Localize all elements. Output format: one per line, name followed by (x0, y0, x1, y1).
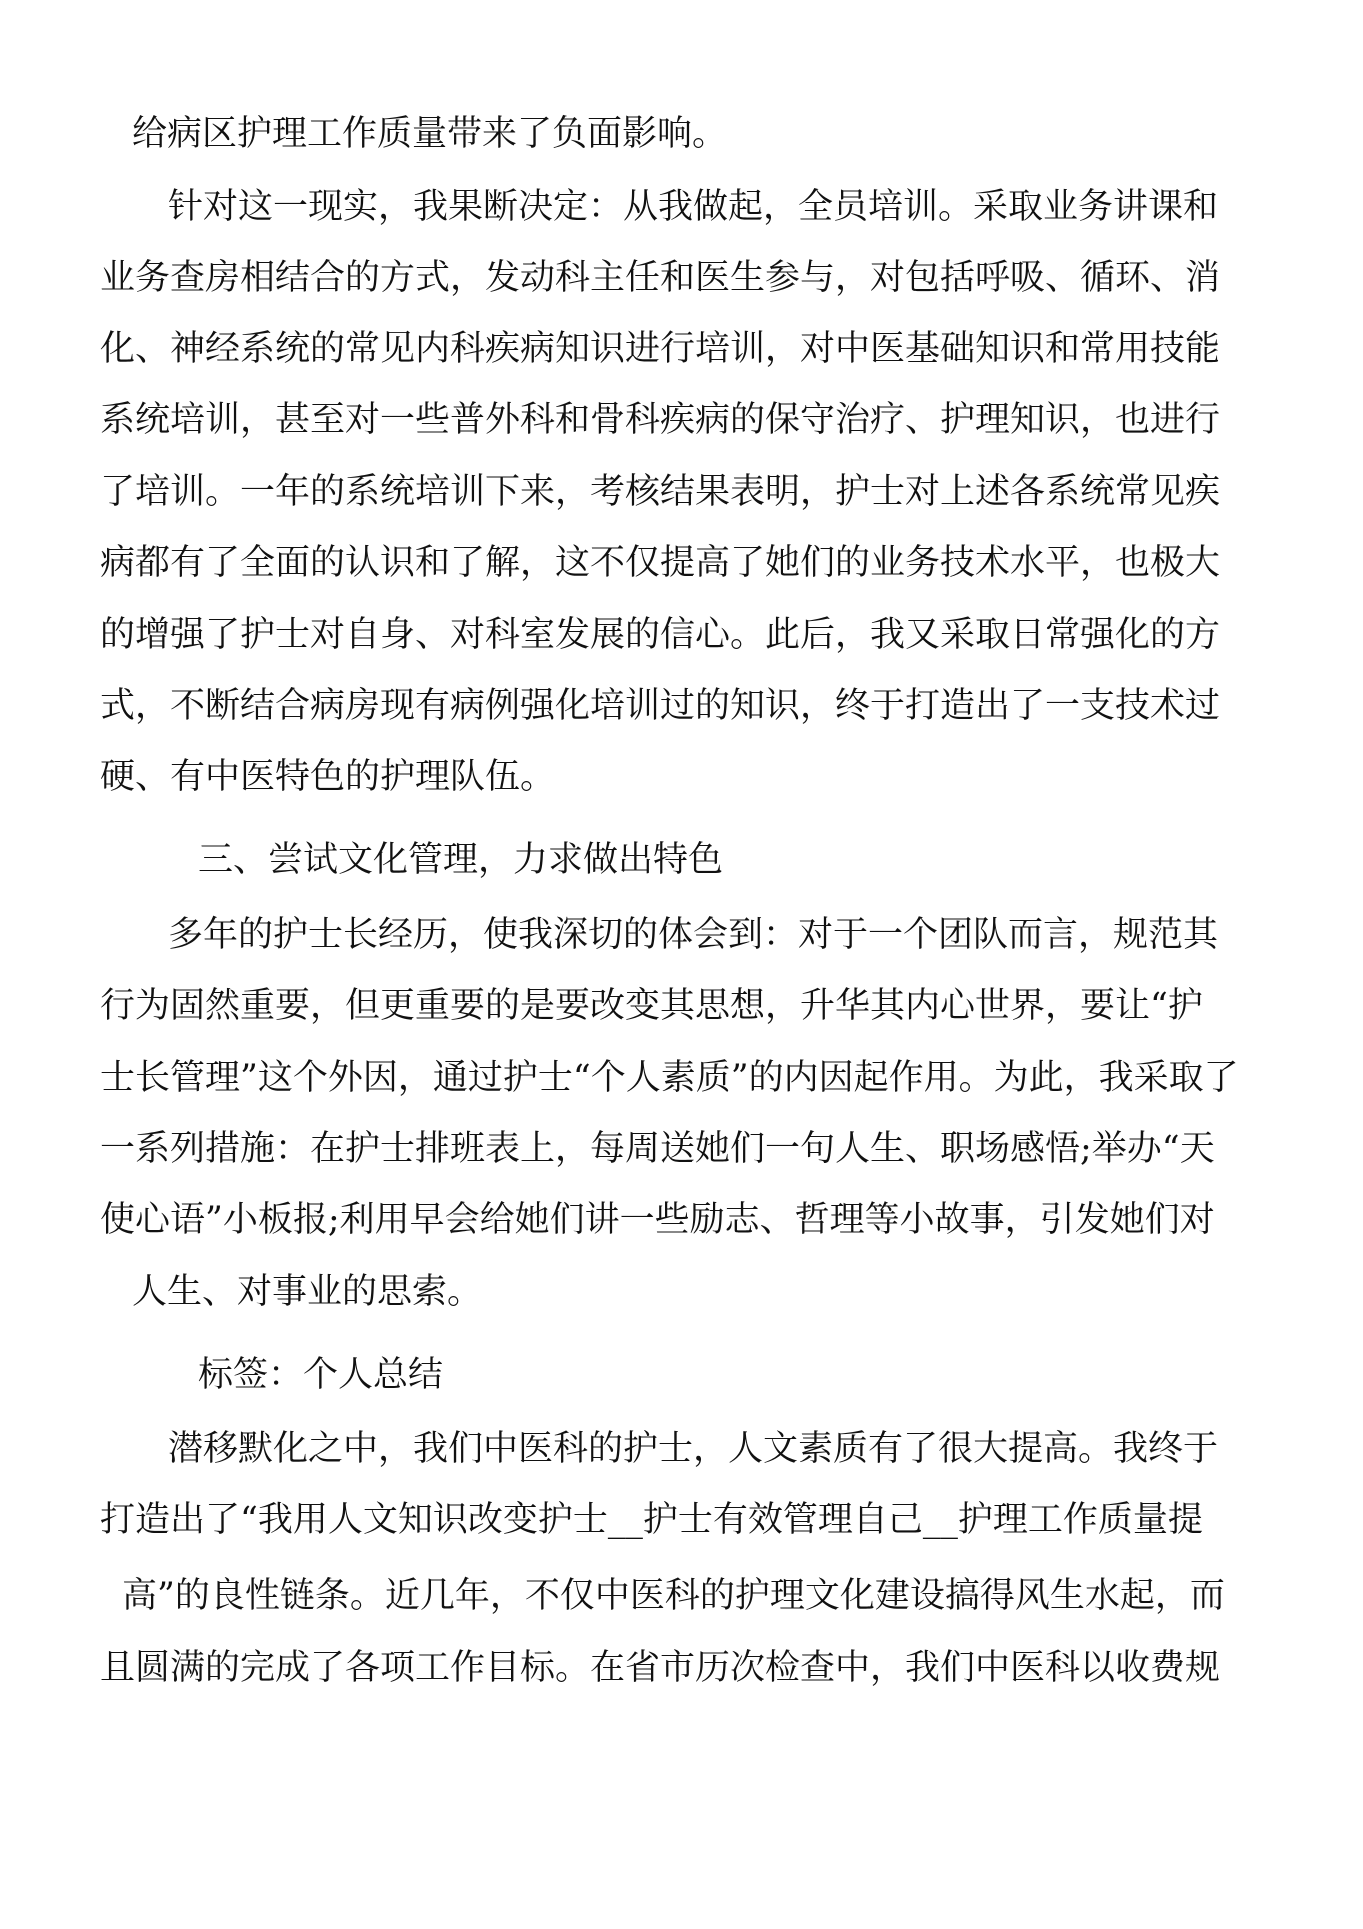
paragraph-line: 业务查房相结合的方式，发动科主任和医生参与，对包括呼吸、循环、消 (100, 258, 1221, 298)
paragraph-line: 士长管理”这个外因，通过护士“个人素质”的内因起作用。为此，我采取了 (100, 1058, 1239, 1098)
paragraph-line: 多年的护士长经历，使我深切的体会到：对于一个团队而言，规范其 (168, 915, 1219, 955)
paragraph-line: 且圆满的完成了各项工作目标。在省市历次检查中，我们中医科以收费规 (100, 1648, 1221, 1688)
paragraph-line: 化、神经系统的常见内科疾病知识进行培训，对中医基础知识和常用技能 (100, 329, 1221, 369)
tag-label: 标签：个人总结 (198, 1355, 444, 1395)
paragraph-line: 行为固然重要，但更重要的是要改变其思想，升华其内心世界，要让“护 (100, 986, 1203, 1026)
paragraph-line: 针对这一现实，我果断决定：从我做起，全员培训。采取业务讲课和 (168, 187, 1219, 227)
paragraph-line: 硬、有中医特色的护理队伍。 (100, 757, 556, 797)
paragraph-line: 了培训。一年的系统培训下来，考核结果表明，护士对上述各系统常见疾 (100, 472, 1221, 512)
paragraph-line: 人生、对事业的思索。 (132, 1272, 483, 1312)
section-heading: 三、尝试文化管理，力求做出特色 (198, 840, 724, 880)
paragraph-line: 一系列措施：在护士排班表上，每周送她们一句人生、职场感悟;举办“天 (100, 1129, 1215, 1169)
paragraph-line: 式，不断结合病房现有病例强化培训过的知识，终于打造出了一支技术过 (100, 686, 1221, 726)
paragraph-line: 打造出了“我用人文知识改变护士__护士有效管理自己__护理工作质量提 (100, 1500, 1203, 1540)
paragraph-line: 给病区护理工作质量带来了负面影响。 (132, 114, 728, 154)
paragraph-line: 潜移默化之中，我们中医科的护士，人文素质有了很大提高。我终于 (168, 1429, 1219, 1469)
paragraph-line: 的增强了护士对自身、对科室发展的信心。此后，我又采取日常强化的方 (100, 615, 1221, 655)
paragraph-line: 病都有了全面的认识和了解，这不仅提高了她们的业务技术水平，也极大 (100, 543, 1221, 583)
paragraph-line: 使心语”小板报;利用早会给她们讲一些励志、哲理等小故事，引发她们对 (100, 1200, 1215, 1240)
paragraph-line: 高”的良性链条。近几年，不仅中医科的护理文化建设搞得风生水起，而 (122, 1576, 1225, 1616)
paragraph-line: 系统培训，甚至对一些普外科和骨科疾病的保守治疗、护理知识，也进行 (100, 400, 1221, 440)
